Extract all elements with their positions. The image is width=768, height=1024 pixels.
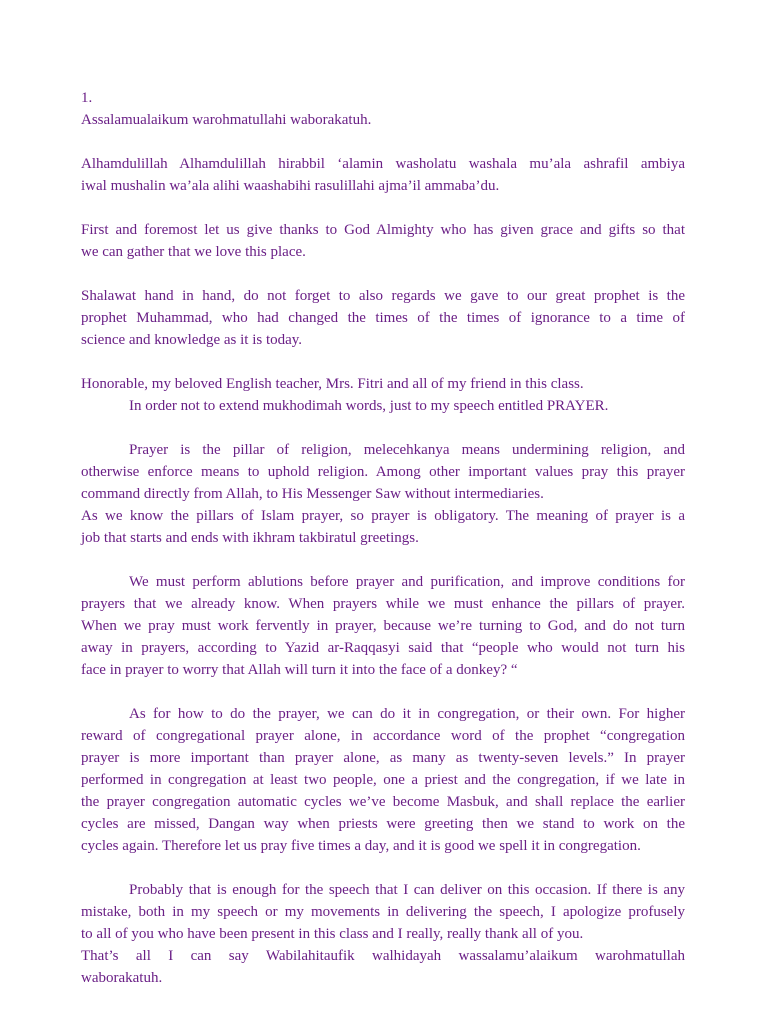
paragraph-honorable <box>81 373 685 417</box>
text-line: As for how to do the prayer, we can do it in congregation, or their own. For higher <box>129 706 685 722</box>
text-line: waborakatuh. <box>81 970 163 986</box>
text-line: job that starts and ends with ikhram takbiratul greetings. <box>81 530 419 546</box>
paragraph-congregation <box>81 703 685 857</box>
text-line: cycles again. Therefore let us pray five times a day, and it is good we spell it in congregation. <box>81 838 641 854</box>
document-page <box>81 87 685 989</box>
heading-block <box>81 87 685 131</box>
paragraph-pillars-islam <box>81 505 685 549</box>
text-line: prayer is more important than prayer alone, as many as twenty-seven levels.” In prayer <box>81 750 685 766</box>
text-line: Probably that is enough for the speech that I can deliver on this occasion. If there is any <box>129 882 685 898</box>
text-line: science and knowledge as it is today. <box>81 332 303 348</box>
greeting-line: Assalamualaikum warohmatullahi waborakatuh. <box>81 112 372 128</box>
text-line: away in prayers, according to Yazid ar-Raqqasyi said that “people who would not turn his <box>81 640 685 656</box>
paragraph-prayer-pillar <box>81 439 685 505</box>
text-line: As we know the pillars of Islam prayer, so prayer is obligatory. The meaning of prayer is a <box>81 508 685 524</box>
text-line: to all of you who have been present in this class and I really, really thank all of you. <box>81 926 584 942</box>
text-line: That’s all I can say Wabilahitaufik walhidayah wassalamu’alaikum warohmatullah <box>81 948 685 964</box>
text-line: Honorable, my beloved English teacher, Mrs. Fitri and all of my friend in this class. <box>81 376 584 392</box>
text-line: command directly from Allah, to His Messenger Saw without intermediaries. <box>81 486 544 502</box>
text-line: prayers that we already know. When prayers while we must enhance the pillars of prayer. <box>81 596 685 612</box>
paragraph-farewell <box>81 945 685 989</box>
text-line: reward of congregational prayer alone, in accordance word of the prophet “congregation <box>81 728 685 744</box>
text-line: iwal mushalin wa’ala alihi waashabihi rasulillahi ajma’il ammaba’du. <box>81 178 500 194</box>
text-line: In order not to extend mukhodimah words, just to my speech entitled PRAYER. <box>129 398 609 414</box>
text-line: prophet Muhammad, who had changed the times of the times of ignorance to a time of <box>81 310 685 326</box>
text-line: Alhamdulillah Alhamdulillah hirabbil ‘alamin washolatu washala mu’ala ashrafil ambiya <box>81 156 685 172</box>
paragraph-ablutions <box>81 571 685 681</box>
text-line: Shalawat hand in hand, do not forget to also regards we gave to our great prophet is the <box>81 288 685 304</box>
paragraph-shalawat <box>81 285 685 351</box>
text-line: the prayer congregation automatic cycles we’ve become Masbuk, and shall replace the earlier <box>81 794 685 810</box>
paragraph-closing <box>81 879 685 945</box>
text-line: Prayer is the pillar of religion, melecehkanya means undermining religion, and <box>129 442 685 458</box>
text-line: otherwise enforce means to uphold religion. Among other important values pray this prayer <box>81 464 685 480</box>
text-line: First and foremost let us give thanks to God Almighty who has given grace and gifts so that <box>81 222 685 238</box>
text-line: cycles are missed, Dangan way when priests were greeting then we stand to work on the <box>81 816 685 832</box>
text-line: face in prayer to worry that Allah will turn it into the face of a donkey? “ <box>81 662 518 678</box>
item-number: 1. <box>81 90 93 106</box>
paragraph-opening-prayer <box>81 153 685 197</box>
text-line: performed in congregation at least two people, one a priest and the congregation, if we late in <box>81 772 685 788</box>
text-line: mistake, both in my speech or my movements in delivering the speech, I apologize profusely <box>81 904 685 920</box>
text-line: we can gather that we love this place. <box>81 244 306 260</box>
text-line: When we pray must work fervently in prayer, because we’re turning to God, and do not turn <box>81 618 685 634</box>
paragraph-thanks <box>81 219 685 263</box>
text-line: We must perform ablutions before prayer and purification, and improve conditions for <box>129 574 685 590</box>
